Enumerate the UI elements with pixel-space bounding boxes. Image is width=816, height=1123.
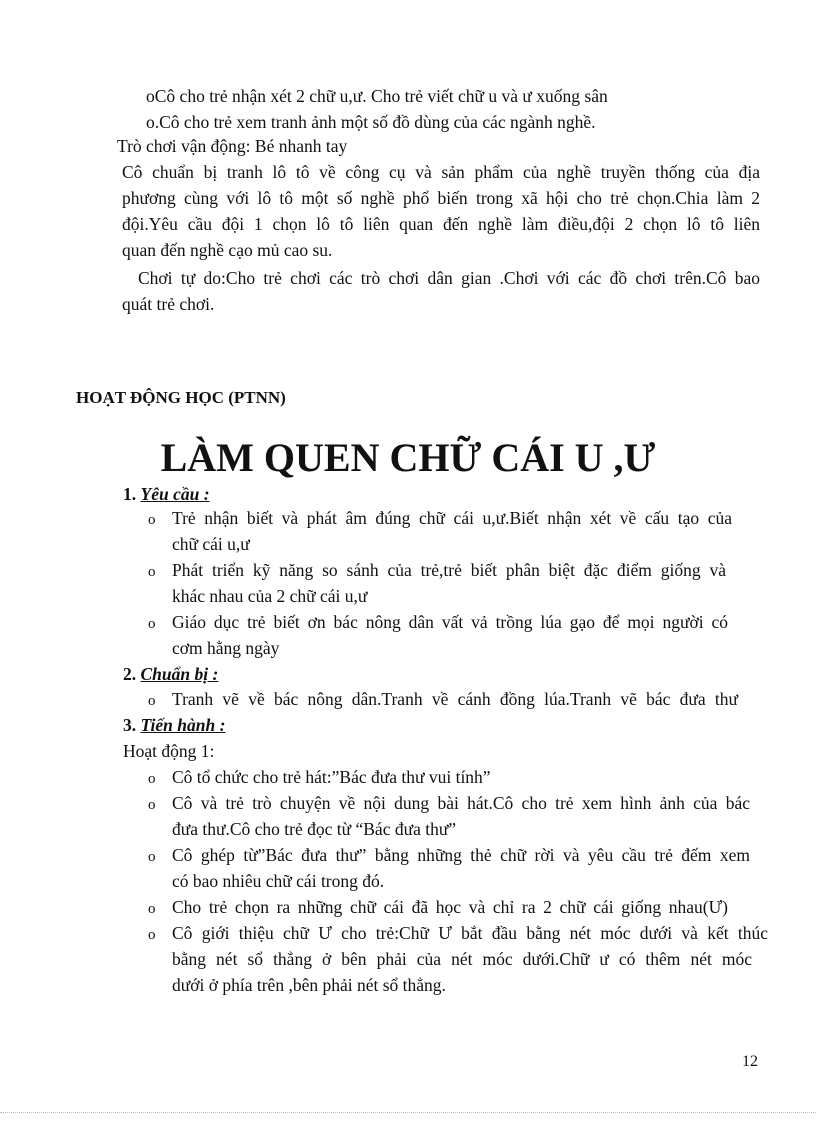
activity-heading: HOẠT ĐỘNG HỌC (PTNN): [76, 388, 286, 407]
s3-item-5b: bằng nét sổ thẳng ở bên phải của nét móc dưới.Chữ ư có thêm nét móc: [172, 949, 752, 969]
top-line-2: o.Cô cho trẻ xem tranh ảnh một số đồ dùng của các ngành nghề.: [146, 112, 596, 132]
game-desc-1: Cô chuẩn bị tranh lô tô về công cụ và sản phẩm của nghề truyền thống của địa: [122, 162, 760, 182]
game-line: [117, 134, 347, 158]
lesson-title: LÀM QUEN CHỮ CÁI U ,Ư: [160, 435, 656, 480]
s3-item-2a: Cô và trẻ trò chuyện về nội dung bài hát.Cô cho trẻ xem hình ảnh của bác: [172, 793, 750, 813]
s3-item-3a: Cô ghép từ”Bác đưa thư” bằng những thẻ chữ rời và yêu cầu trẻ đếm xem: [172, 845, 750, 865]
s1-item-1b: chữ cái u,ư: [172, 534, 250, 554]
page-bottom-divider: [0, 1112, 816, 1113]
game-desc-3: đội.Yêu cầu đội 1 chọn lô tô liên quan đến nghề làm điều,đội 2 chọn lô tô liên: [122, 214, 760, 234]
section-1-title: Yêu cầu :: [140, 484, 210, 504]
section-3-number: 3.: [123, 715, 137, 735]
section-3-heading: [123, 713, 225, 737]
section-2-title: Chuẩn bị :: [140, 664, 219, 684]
bullet-icon: o: [148, 797, 156, 813]
bullet-icon: o: [148, 927, 156, 943]
bullet-icon: o: [148, 771, 156, 787]
bullet-icon: o: [148, 512, 156, 528]
s1-item-1a: Trẻ nhận biết và phát âm đúng chữ cái u,ư.Biết nhận xét về cấu tạo của: [172, 508, 732, 528]
s1-item-3a: Giáo dục trẻ biết ơn bác nông dân vất vả trồng lúa gạo để mọi người có: [172, 612, 728, 632]
bullet-icon: o: [148, 901, 156, 917]
s2-item-1: Tranh vẽ về bác nông dân.Tranh về cánh đồng lúa.Tranh vẽ bác đưa thư: [172, 689, 738, 709]
s3-item-2b: đưa thư.Cô cho trẻ đọc từ “Bác đưa thư”: [172, 819, 457, 839]
section-1-number: 1.: [123, 484, 137, 504]
bullet-icon: o: [148, 616, 156, 632]
s1-item-2b: khác nhau của 2 chữ cái u,ư: [172, 586, 368, 606]
bullet-icon: o: [148, 693, 156, 709]
s1-item-3b: cơm hằng ngày: [172, 638, 280, 658]
section-2-heading: [123, 662, 218, 686]
s3-item-3b: có bao nhiêu chữ cái trong đó.: [172, 871, 385, 891]
activity-1-label: Hoạt động 1:: [123, 741, 215, 761]
s1-item-2a: Phát triển kỹ năng so sánh của trẻ,trẻ biết phân biệt đặc điểm giống và: [172, 560, 726, 580]
page-number: 12: [742, 1053, 758, 1070]
top-line-1: oCô cho trẻ nhận xét 2 chữ u,ư. Cho trẻ viết chữ u và ư xuống sân: [146, 86, 608, 106]
bullet-icon: o: [148, 849, 156, 865]
game-label: Trò chơi vận động:: [117, 136, 251, 156]
game-name: Bé nhanh tay: [254, 136, 348, 156]
s3-item-4: Cho trẻ chọn ra những chữ cái đã học và chỉ ra 2 chữ cái giống nhau(Ư): [172, 897, 728, 917]
s3-item-5c: dưới ở phía trên ,bên phải nét sổ thẳng.: [172, 975, 446, 995]
free-play-2: quát trẻ chơi.: [122, 294, 215, 314]
bullet-icon: o: [148, 564, 156, 580]
s3-item-5a: Cô giới thiệu chữ Ư cho trẻ:Chữ Ư bắt đầu bằng nét móc dưới và kết thúc: [172, 923, 768, 943]
section-2-number: 2.: [123, 664, 137, 684]
section-1-heading: [123, 482, 210, 506]
game-desc-4: quan đến nghề cạo mủ cao su.: [122, 240, 333, 260]
s3-item-1: Cô tổ chức cho trẻ hát:”Bác đưa thư vui tính”: [172, 767, 491, 787]
section-3-title: Tiến hành :: [140, 715, 226, 735]
free-play-1: Chơi tự do:Cho trẻ chơi các trò chơi dân gian .Chơi với các đồ chơi trên.Cô bao: [138, 268, 760, 288]
game-desc-2: phương cùng với lô tô một số nghề phổ biến trong xã hội cho trẻ chọn.Chia làm 2: [122, 188, 760, 208]
